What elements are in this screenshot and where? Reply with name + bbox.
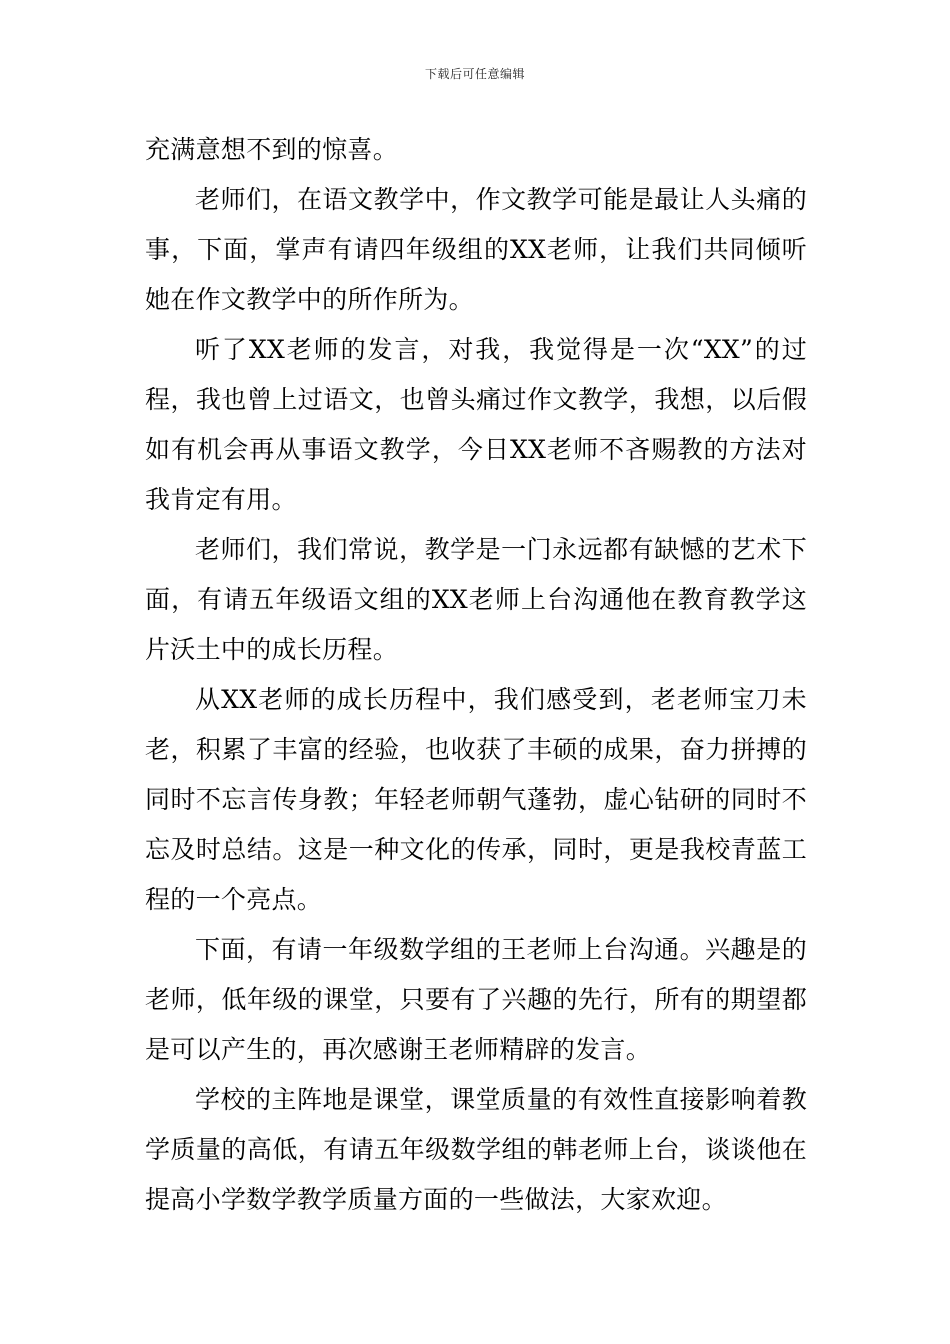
- paragraph-5: 从XX老师的成长历程中，我们感受到，老老师宝刀未老，积累了丰富的经验，也收获了丰硕的成果，奋力拼搏的同时不忘言传身教；年轻老师朝气蓬勃，虚心钻研的同时不忘及时总结。这是一种文化的传承，同时，更是我校青蓝工程的一个亮点。: [145, 685, 807, 914]
- page-header: 下载后可任意编辑: [424, 67, 525, 81]
- paragraph-4: 老师们，我们常说，教学是一门永远都有缺憾的艺术下面，有请五年级语文组的XX老师上台沟通他在教育教学这片沃土中的成长历程。: [145, 535, 807, 664]
- document-body: [145, 125, 807, 1225]
- paragraph-7: 学校的主阵地是课堂，课堂质量的有效性直接影响着教学质量的高低，有请五年级数学组的韩老师上台，谈谈他在提高小学数学教学质量方面的一些做法，大家欢迎。: [145, 1085, 807, 1214]
- paragraph-6: 下面，有请一年级数学组的王老师上台沟通。兴趣是的老师，低年级的课堂，只要有了兴趣的先行，所有的期望都是可以产生的，再次感谢王老师精辟的发言。: [145, 935, 807, 1064]
- paragraph-3: 听了XX老师的发言，对我，我觉得是一次“XX”的过程，我也曾上过语文，也曾头痛过作文教学，我想，以后假如有机会再从事语文教学，今日XX老师不吝赐教的方法对我肯定有用。: [145, 335, 807, 514]
- paragraph-1: 充满意想不到的惊喜。: [145, 135, 399, 164]
- paragraph-2: 老师们，在语文教学中，作文教学可能是最让人头痛的事，下面，掌声有请四年级组的XX老师，让我们共同倾听她在作文教学中的所作所为。: [145, 185, 807, 314]
